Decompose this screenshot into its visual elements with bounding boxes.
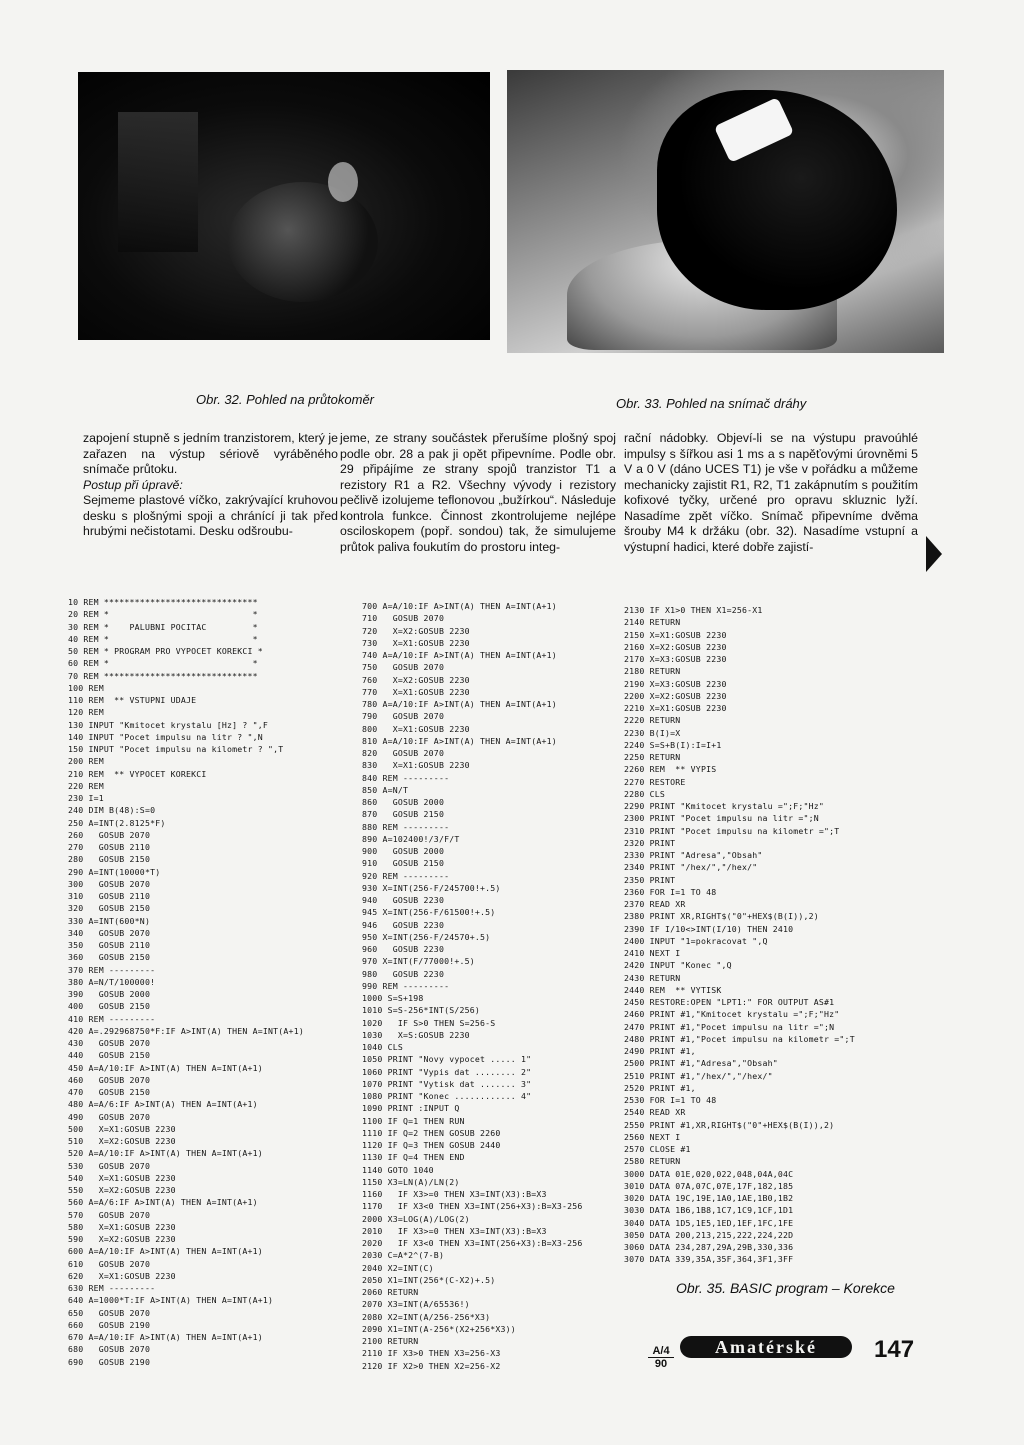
- code-line: 220 REM: [68, 780, 104, 791]
- code-line: 850 A=N/T: [362, 784, 409, 795]
- code-line: 370 REM ---------: [68, 964, 156, 975]
- code-line: 2580 RETURN: [624, 1156, 681, 1167]
- code-line: 1140 GOTO 1040: [362, 1164, 434, 1175]
- code-line: 2210 X=X1:GOSUB 2230: [624, 703, 727, 713]
- code-line: 500 X=X1:GOSUB 2230: [68, 1123, 176, 1134]
- code-line: 100 REM: [68, 682, 104, 693]
- code-line: 1010 S=S-256*INT(S/256): [362, 1005, 480, 1016]
- code-line: 1150 X3=LN(A)/LN(2): [362, 1176, 460, 1187]
- code-line: 800 X=X1:GOSUB 2230: [362, 723, 470, 734]
- code-line: 2540 READ XR: [624, 1107, 686, 1118]
- code-line: 840 REM ---------: [362, 772, 450, 783]
- code-line: 10 REM ******************************: [68, 597, 258, 607]
- code-line: 470 GOSUB 2150: [68, 1087, 151, 1097]
- code-line: 2120 IF X2>0 THEN X2=256-X2: [362, 1360, 501, 1371]
- code-line: 2240 S=S+B(I):I=I+1: [624, 739, 722, 750]
- code-line: 2300 PRINT "Pocet impulsu na litr =";N: [624, 813, 819, 824]
- code-line: 2000 X3=LOG(A)/LOG(2): [362, 1213, 470, 1224]
- code-line: 2250 RETURN: [624, 752, 681, 762]
- code-line: 1110 IF Q=2 THEN GOSUB 2260: [362, 1127, 501, 1138]
- code-line: 560 A=A/6:IF A>INT(A) THEN A=INT(A+1): [68, 1197, 258, 1208]
- code-line: 2410 NEXT I: [624, 948, 681, 958]
- code-line: 890 A=102400!/3/F/T: [362, 833, 460, 844]
- code-line: 1160 IF X3>=0 THEN X3=INT(X3):B=X3: [362, 1189, 547, 1199]
- code-line: 120 REM: [68, 707, 104, 718]
- code-line: 330 A=INT(600*N): [68, 915, 151, 926]
- code-line: 3010 DATA 07A,07C,07E,17F,182,185: [624, 1180, 794, 1191]
- code-line: 700 A=A/10:IF A>INT(A) THEN A=INT(A+1): [362, 601, 557, 611]
- code-line: 510 X=X2:GOSUB 2230: [68, 1136, 176, 1146]
- code-line: 2010 IF X3>=0 THEN X3=INT(X3):B=X3: [362, 1225, 547, 1236]
- article-paragraph: jeme, ze strany součástek přerušíme plošný spoj podle obr. 28 a pak ji opět připevníme. Podle obr. 29 připájíme ze strany spojů tranzistor T1 a rezistory R1 a R2. Všechny vývody i rezistory pečlivě izolujeme teflonovou „bužírkou“. Následuje kontrola funkce. Činnost zkontrolujeme nejlépe osciloskopem (popř. sondou) tak, že simulujeme průtok paliva foukutím do prostoru integ-: [340, 431, 616, 554]
- code-line: 2560 NEXT I: [624, 1131, 681, 1142]
- code-line: 1020 IF S>0 THEN S=256-S: [362, 1017, 496, 1028]
- code-line: 2380 PRINT XR,RIGHT$("0"+HEX$(B(I)),2): [624, 911, 819, 922]
- code-line: 870 GOSUB 2150: [362, 809, 445, 820]
- code-line: 3030 DATA 1B6,1B8,1C7,1C9,1CF,1D1: [624, 1205, 794, 1216]
- code-line: 530 GOSUB 2070: [68, 1160, 151, 1171]
- code-line: 1050 PRINT "Novy vypocet ..... 1": [362, 1054, 532, 1065]
- code-line: 420 A=.292968750*F:IF A>INT(A) THEN A=INT(A+1): [68, 1025, 304, 1036]
- basic-listing-column-3: [624, 604, 855, 1266]
- code-line: 2220 RETURN: [624, 715, 681, 726]
- photo-flowmeter: [78, 72, 490, 340]
- code-line: 2140 RETURN: [624, 617, 681, 628]
- code-line: 2520 PRINT #1,: [624, 1082, 696, 1093]
- code-line: 230 I=1: [68, 793, 104, 803]
- code-line: 900 GOSUB 2000: [362, 846, 445, 856]
- code-line: 690 GOSUB 2190: [68, 1356, 151, 1367]
- code-line: 910 GOSUB 2150: [362, 858, 445, 869]
- code-line: 360 GOSUB 2150: [68, 952, 151, 963]
- code-line: 580 X=X1:GOSUB 2230: [68, 1221, 176, 1232]
- code-line: 2110 IF X3>0 THEN X3=256-X3: [362, 1348, 501, 1359]
- code-line: 2270 RESTORE: [624, 776, 686, 787]
- code-line: 920 REM ---------: [362, 870, 450, 881]
- code-line: 970 X=INT(F/77000!+.5): [362, 956, 475, 967]
- code-line: 2400 INPUT "1=pokracovat ",Q: [624, 935, 768, 946]
- basic-listing-column-2: [362, 600, 583, 1372]
- code-line: 2020 IF X3<0 THEN X3=INT(256+X3):B=X3-256: [362, 1238, 583, 1248]
- code-line: 430 GOSUB 2070: [68, 1038, 151, 1048]
- code-line: 980 GOSUB 2230: [362, 968, 445, 979]
- code-line: 2180 RETURN: [624, 666, 681, 677]
- code-line: 2330 PRINT "Adresa","Obsah": [624, 850, 763, 860]
- code-line: 946 GOSUB 2230: [362, 919, 445, 930]
- code-line: 520 A=A/10:IF A>INT(A) THEN A=INT(A+1): [68, 1148, 263, 1159]
- code-line: 1130 IF Q=4 THEN END: [362, 1152, 465, 1163]
- code-line: 410 REM ---------: [68, 1013, 156, 1024]
- code-line: 670 A=A/10:IF A>INT(A) THEN A=INT(A+1): [68, 1332, 263, 1342]
- code-line: 950 X=INT(256-F/24570+.5): [362, 931, 491, 942]
- code-line: 20 REM * *: [68, 609, 258, 620]
- code-line: 770 X=X1:GOSUB 2230: [362, 686, 470, 697]
- code-line: 460 GOSUB 2070: [68, 1074, 151, 1085]
- code-line: 2080 X2=INT(A/256-256*X3): [362, 1311, 491, 1322]
- code-line: 110 REM ** VSTUPNI UDAJE: [68, 695, 197, 705]
- article-paragraph: rační nádobky. Objeví-li se na výstupu pravoúhlé impulsy s šířkou asi 1 ms a s napěťovými úrovněmi 5 V a 0 V (dáno UCES T1) je vše v pořádku a můžeme mechanicky zajistit R1, R2, T1 zakápnutím s použitím kofixové tyčky, určené pro opravu skluznic lyží. Nasadíme zpět víčko. Snímač připevníme dvěma šrouby M4 k držáku (obr. 32). Nasadíme vstupní a výstupní hadici, které dobře zajistí-: [624, 431, 918, 554]
- code-line: 400 GOSUB 2150: [68, 1001, 151, 1012]
- code-line: 2350 PRINT: [624, 874, 676, 885]
- code-line: 350 GOSUB 2110: [68, 940, 151, 950]
- code-line: 280 GOSUB 2150: [68, 854, 151, 865]
- code-line: 3050 DATA 200,213,215,222,224,22D: [624, 1229, 794, 1240]
- figure-33-caption: Obr. 33. Pohled na snímač dráhy: [616, 396, 807, 411]
- code-line: 780 A=A/10:IF A>INT(A) THEN A=INT(A+1): [362, 699, 557, 709]
- code-line: 1100 IF Q=1 THEN RUN: [362, 1115, 465, 1126]
- code-line: 60 REM * *: [68, 658, 258, 669]
- code-line: 3020 DATA 19C,19E,1A0,1AE,1B0,1B2: [624, 1193, 794, 1203]
- code-line: 720 X=X2:GOSUB 2230: [362, 625, 470, 636]
- code-line: 50 REM * PROGRAM PRO VYPOCET KOREKCI *: [68, 646, 263, 656]
- code-line: 2450 RESTORE:OPEN "LPT1:" FOR OUTPUT AS#1: [624, 997, 835, 1007]
- code-line: 320 GOSUB 2150: [68, 903, 151, 914]
- code-line: 640 A=1000*T:IF A>INT(A) THEN A=INT(A+1): [68, 1295, 274, 1306]
- code-line: 2340 PRINT "/hex/","/hex/": [624, 862, 758, 873]
- code-line: 590 X=X2:GOSUB 2230: [68, 1234, 176, 1244]
- code-line: 2470 PRINT #1,"Pocet impulsu na litr =";N: [624, 1021, 835, 1032]
- code-line: 2280 CLS: [624, 788, 666, 799]
- code-line: 660 GOSUB 2190: [68, 1319, 151, 1330]
- code-line: 2200 X=X2:GOSUB 2230: [624, 690, 727, 701]
- code-line: 740 A=A/10:IF A>INT(A) THEN A=INT(A+1): [362, 650, 557, 660]
- code-line: 70 REM ******************************: [68, 670, 258, 681]
- code-line: 450 A=A/10:IF A>INT(A) THEN A=INT(A+1): [68, 1062, 263, 1073]
- code-line: 650 GOSUB 2070: [68, 1307, 151, 1318]
- code-line: 210 REM ** VYPOCET KOREKCI: [68, 768, 207, 779]
- code-line: 310 GOSUB 2110: [68, 891, 151, 901]
- code-line: 2130 IF X1>0 THEN X1=256-X1: [624, 605, 763, 615]
- code-line: 3060 DATA 234,287,29A,29B,330,336: [624, 1242, 794, 1252]
- code-line: 270 GOSUB 2110: [68, 842, 151, 852]
- issue-badge: [648, 1345, 674, 1370]
- code-line: 860 GOSUB 2000: [362, 797, 445, 807]
- code-line: 630 REM ---------: [68, 1283, 156, 1293]
- code-line: 2290 PRINT "Kmitocet krystalu =";F;"Hz": [624, 801, 825, 811]
- code-line: 550 X=X2:GOSUB 2230: [68, 1185, 176, 1195]
- code-line: 30 REM * PALUBNI POCITAC *: [68, 621, 258, 632]
- code-line: 2420 INPUT "Konec ",Q: [624, 960, 732, 971]
- code-line: 200 REM: [68, 756, 104, 767]
- code-line: 2310 PRINT "Pocet impulsu na kilometr =";T: [624, 825, 840, 836]
- code-line: 290 A=INT(10000*T): [68, 866, 161, 877]
- code-line: 540 X=X1:GOSUB 2230: [68, 1172, 176, 1183]
- code-line: 2440 REM ** VYTISK: [624, 984, 722, 995]
- code-line: 945 X=INT(256-F/61500!+.5): [362, 907, 496, 918]
- code-line: 810 A=A/10:IF A>INT(A) THEN A=INT(A+1): [362, 735, 557, 746]
- code-line: 390 GOSUB 2000: [68, 989, 151, 999]
- code-line: 2550 PRINT #1,XR,RIGHT$("0"+HEX$(B(I)),2): [624, 1119, 835, 1130]
- code-line: 2260 REM ** VYPIS: [624, 764, 717, 775]
- code-line: 1000 S=S+198: [362, 993, 424, 1003]
- code-line: 250 A=INT(2.8125*F): [68, 817, 166, 828]
- code-line: 750 GOSUB 2070: [362, 662, 445, 673]
- figure-35-caption: Obr. 35. BASIC program – Korekce: [676, 1280, 895, 1296]
- code-line: 2480 PRINT #1,"Pocet impulsu na kilometr =";T: [624, 1033, 855, 1044]
- code-line: 3040 DATA 1D5,1E5,1ED,1EF,1FC,1FE: [624, 1217, 794, 1228]
- code-line: 2460 PRINT #1,"Kmitocet krystalu =";F;"Hz": [624, 1009, 840, 1020]
- issue-number: A/4: [648, 1345, 674, 1358]
- article-paragraph: Postup při úpravě:: [83, 477, 183, 492]
- code-line: 260 GOSUB 2070: [68, 829, 151, 840]
- code-line: 2030 C=A*2^(7-B): [362, 1250, 445, 1261]
- code-line: 1120 IF Q=3 THEN GOSUB 2440: [362, 1140, 501, 1150]
- code-line: 40 REM * *: [68, 633, 258, 644]
- code-line: 2170 X=X3:GOSUB 2230: [624, 654, 727, 664]
- code-line: 600 A=A/10:IF A>INT(A) THEN A=INT(A+1): [68, 1246, 263, 1257]
- page-number: 147: [874, 1336, 915, 1363]
- article-column-1: [83, 431, 338, 540]
- code-line: 610 GOSUB 2070: [68, 1258, 151, 1269]
- code-line: 440 GOSUB 2150: [68, 1050, 151, 1061]
- code-line: 2070 X3=INT(A/65536!): [362, 1299, 470, 1310]
- issue-year: 90: [654, 1358, 668, 1370]
- code-line: 1090 PRINT :INPUT Q: [362, 1103, 460, 1114]
- code-line: 2150 X=X1:GOSUB 2230: [624, 629, 727, 640]
- code-line: 960 GOSUB 2230: [362, 944, 445, 954]
- article-paragraph: Sejmeme plastové víčko, zakrývající kruhovou desku s plošnými spoji a chránící ji tak před hrubými nečistotami. Desku odšroubu-: [83, 493, 338, 538]
- code-line: 820 GOSUB 2070: [362, 748, 445, 758]
- code-line: 380 A=N/T/100000!: [68, 976, 156, 987]
- code-line: 150 INPUT "Pocet impulsu na kilometr ? ",T: [68, 744, 284, 754]
- code-line: 340 GOSUB 2070: [68, 927, 151, 938]
- article-column-2: [340, 431, 616, 555]
- code-line: 1060 PRINT "Vypis dat ........ 2": [362, 1066, 532, 1077]
- code-line: 3070 DATA 339,35A,35F,364,3F1,3FF: [624, 1254, 794, 1265]
- code-line: 240 DIM B(48):S=0: [68, 805, 156, 816]
- code-line: 2530 FOR I=1 TO 48: [624, 1095, 717, 1105]
- code-line: 2430 RETURN: [624, 972, 681, 983]
- code-line: 2090 X1=INT(A-256*(X2+256*X3)): [362, 1323, 516, 1334]
- code-line: 880 REM ---------: [362, 821, 450, 832]
- code-line: 2370 READ XR: [624, 899, 686, 909]
- code-line: 570 GOSUB 2070: [68, 1209, 151, 1220]
- code-line: 760 X=X2:GOSUB 2230: [362, 674, 470, 685]
- code-line: 1070 PRINT "Vytisk dat ....... 3": [362, 1078, 532, 1089]
- continue-arrow-icon: [926, 536, 942, 572]
- code-line: 2230 B(I)=X: [624, 727, 681, 738]
- code-line: 2190 X=X3:GOSUB 2230: [624, 678, 727, 689]
- code-line: 2570 CLOSE #1: [624, 1144, 691, 1154]
- code-line: 940 GOSUB 2230: [362, 895, 445, 905]
- code-line: 2510 PRINT #1,"/hex/","/hex/": [624, 1070, 773, 1081]
- code-line: 710 GOSUB 2070: [362, 613, 445, 624]
- code-line: 2360 FOR I=1 TO 48: [624, 886, 717, 897]
- basic-listing-column-1: [68, 596, 304, 1368]
- code-line: 1080 PRINT "Konec ............ 4": [362, 1091, 532, 1101]
- code-line: 990 REM ---------: [362, 980, 450, 991]
- code-line: 480 A=A/6:IF A>INT(A) THEN A=INT(A+1): [68, 1099, 258, 1110]
- code-line: 830 X=X1:GOSUB 2230: [362, 760, 470, 771]
- code-line: 2050 X1=INT(256*(C-X2)+.5): [362, 1274, 496, 1285]
- figure-32-caption: Obr. 32. Pohled na průtokoměr: [196, 392, 375, 407]
- article-column-3: [624, 431, 918, 555]
- photo-distance-sensor: [507, 70, 944, 353]
- article-paragraph: zapojení stupně s jedním tranzistorem, který je zařazen na výstup sériově vyráběného snímače průtoku.: [83, 431, 338, 476]
- code-line: 1170 IF X3<0 THEN X3=INT(256+X3):B=X3-256: [362, 1201, 583, 1212]
- magazine-logo: Amatérské RADIO: [680, 1336, 852, 1358]
- code-line: 2160 X=X2:GOSUB 2230: [624, 641, 727, 652]
- code-line: 680 GOSUB 2070: [68, 1344, 151, 1355]
- code-line: 2500 PRINT #1,"Adresa","Obsah": [624, 1058, 778, 1069]
- code-line: 3000 DATA 01E,020,022,048,04A,04C: [624, 1168, 794, 1179]
- code-line: 1040 CLS: [362, 1042, 404, 1052]
- code-line: 2320 PRINT: [624, 837, 676, 848]
- code-line: 2390 IF I/10<>INT(I/10) THEN 2410: [624, 923, 794, 934]
- code-line: 2060 RETURN: [362, 1287, 419, 1297]
- code-line: 300 GOSUB 2070: [68, 878, 151, 889]
- code-line: 2490 PRINT #1,: [624, 1046, 696, 1056]
- code-line: 790 GOSUB 2070: [362, 711, 445, 722]
- code-line: 930 X=INT(256-F/245700!+.5): [362, 882, 501, 893]
- code-line: 730 X=X1:GOSUB 2230: [362, 637, 470, 648]
- code-line: 2100 RETURN: [362, 1336, 419, 1346]
- code-line: 1030 X=S:GOSUB 2230: [362, 1029, 470, 1040]
- code-line: 130 INPUT "Kmitocet krystalu [Hz] ? ",F: [68, 719, 269, 730]
- code-line: 490 GOSUB 2070: [68, 1111, 151, 1122]
- code-line: 620 X=X1:GOSUB 2230: [68, 1270, 176, 1281]
- code-line: 2040 X2=INT(C): [362, 1262, 434, 1273]
- code-line: 140 INPUT "Pocet impulsu na litr ? ",N: [68, 731, 263, 742]
